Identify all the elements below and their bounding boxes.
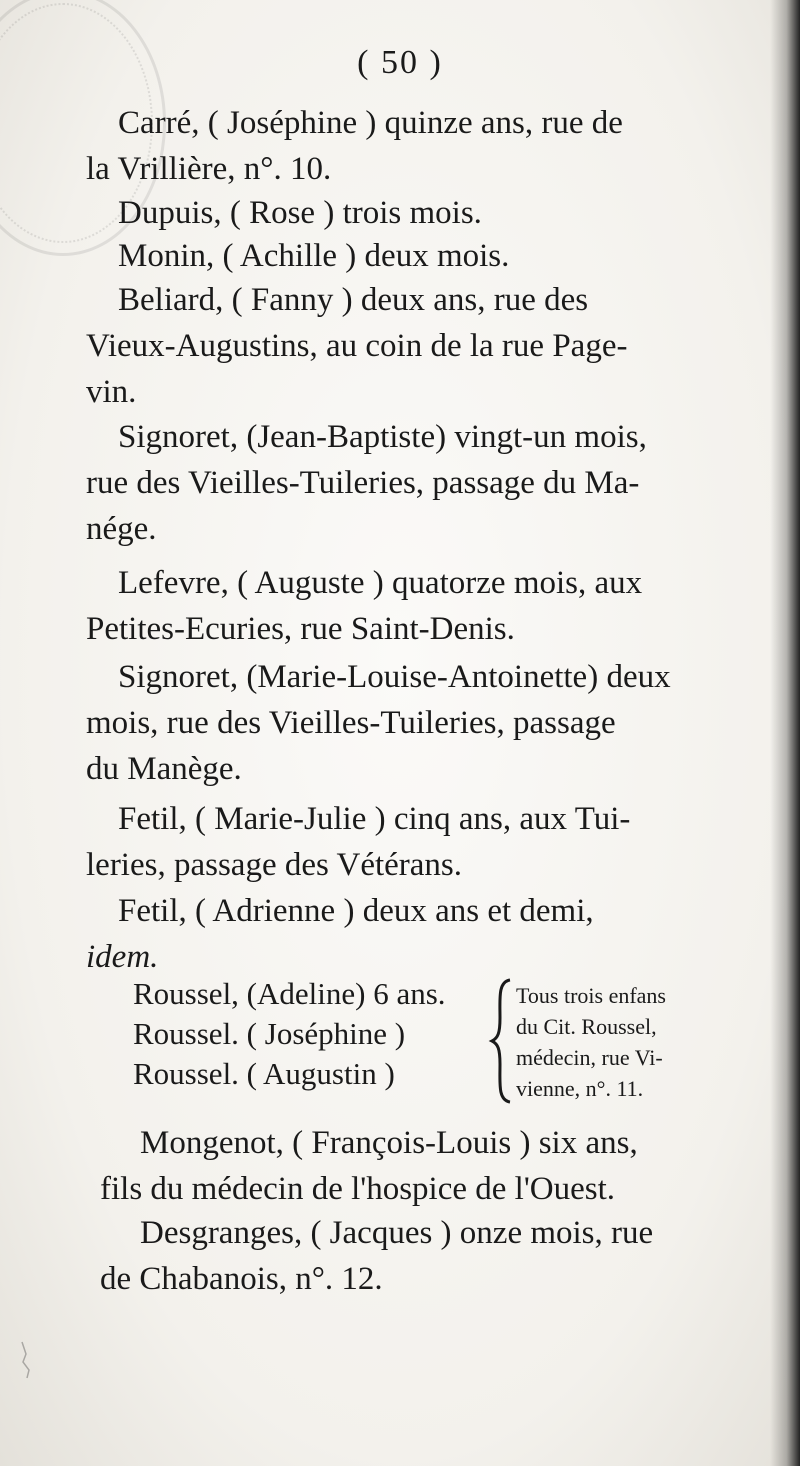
- page-edge-shadow: [770, 0, 800, 1466]
- entry-line: Fetil, ( Adrienne ) deux ans et demi,: [118, 893, 594, 929]
- entry-desgranges: [100, 1210, 653, 1302]
- curly-brace-icon: [488, 978, 518, 1104]
- entry-dupuis: [118, 190, 482, 236]
- entry-lefevre: [86, 560, 642, 652]
- entry-line: rue des Vieilles-Tuileries, passage du Ma-: [86, 465, 640, 501]
- entry-line: de Chabanois, n°. 12.: [100, 1261, 383, 1297]
- entry-fetil-adrienne: [86, 888, 594, 980]
- note-line: médecin, rue Vi-: [516, 1045, 663, 1070]
- entry-line: Carré, ( Joséphine ) quinze ans, rue de: [118, 105, 623, 141]
- entry-line: vin.: [86, 374, 137, 410]
- entry-line: leries, passage des Vétérans.: [86, 847, 463, 883]
- entry-signoret-jean-baptiste: [86, 414, 647, 552]
- entry-line: Fetil, ( Marie-Julie ) cinq ans, aux Tui-: [118, 801, 631, 837]
- entry-line: Vieux-Augustins, au coin de la rue Page-: [86, 328, 628, 364]
- ink-mark: [18, 1340, 38, 1380]
- roussel-names: [133, 974, 446, 1094]
- entry-line: Monin, ( Achille ) deux mois.: [118, 238, 510, 274]
- entry-line: Desgranges, ( Jacques ) onze mois, rue: [140, 1215, 654, 1251]
- entry-carre: [86, 100, 623, 192]
- entry-line: la Vrillière, n°. 10.: [86, 151, 332, 187]
- entry-line: Signoret, (Jean-Baptiste) vingt-un mois,: [118, 419, 647, 455]
- entry-beliard: [86, 277, 627, 415]
- entry-line: Mongenot, ( François-Louis ) six ans,: [140, 1125, 638, 1161]
- roussel-name: Roussel. ( Augustin ): [133, 1056, 395, 1091]
- entry-signoret-marie-louise: [86, 654, 671, 792]
- roussel-note: [516, 980, 666, 1104]
- entry-line: Dupuis, ( Rose ) trois mois.: [118, 195, 482, 231]
- note-line: du Cit. Roussel,: [516, 1014, 657, 1039]
- entry-line: Beliard, ( Fanny ) deux ans, rue des: [118, 282, 589, 318]
- roussel-name: Roussel. ( Joséphine ): [133, 1016, 406, 1051]
- entry-line: nége.: [86, 511, 157, 547]
- entry-line: du Manège.: [86, 751, 242, 787]
- entry-line: fils du médecin de l'hospice de l'Ouest.: [100, 1171, 616, 1207]
- roussel-name: Roussel, (Adeline) 6 ans.: [133, 976, 446, 1011]
- page-number: ( 50 ): [357, 44, 443, 81]
- entry-mongenot: [100, 1120, 638, 1212]
- entry-monin: [118, 233, 509, 279]
- note-line: Tous trois enfans: [516, 983, 666, 1008]
- note-line: vienne, n°. 11.: [516, 1076, 644, 1101]
- entry-line: Signoret, (Marie-Louise-Antoinette) deux: [118, 659, 671, 695]
- entry-line: Petites-Ecuries, rue Saint-Denis.: [86, 611, 515, 647]
- entry-line: mois, rue des Vieilles-Tuileries, passage: [86, 705, 616, 741]
- entry-line: idem.: [86, 939, 159, 975]
- entry-line: Lefevre, ( Auguste ) quatorze mois, aux: [118, 565, 643, 601]
- entry-fetil-marie-julie: [86, 796, 630, 888]
